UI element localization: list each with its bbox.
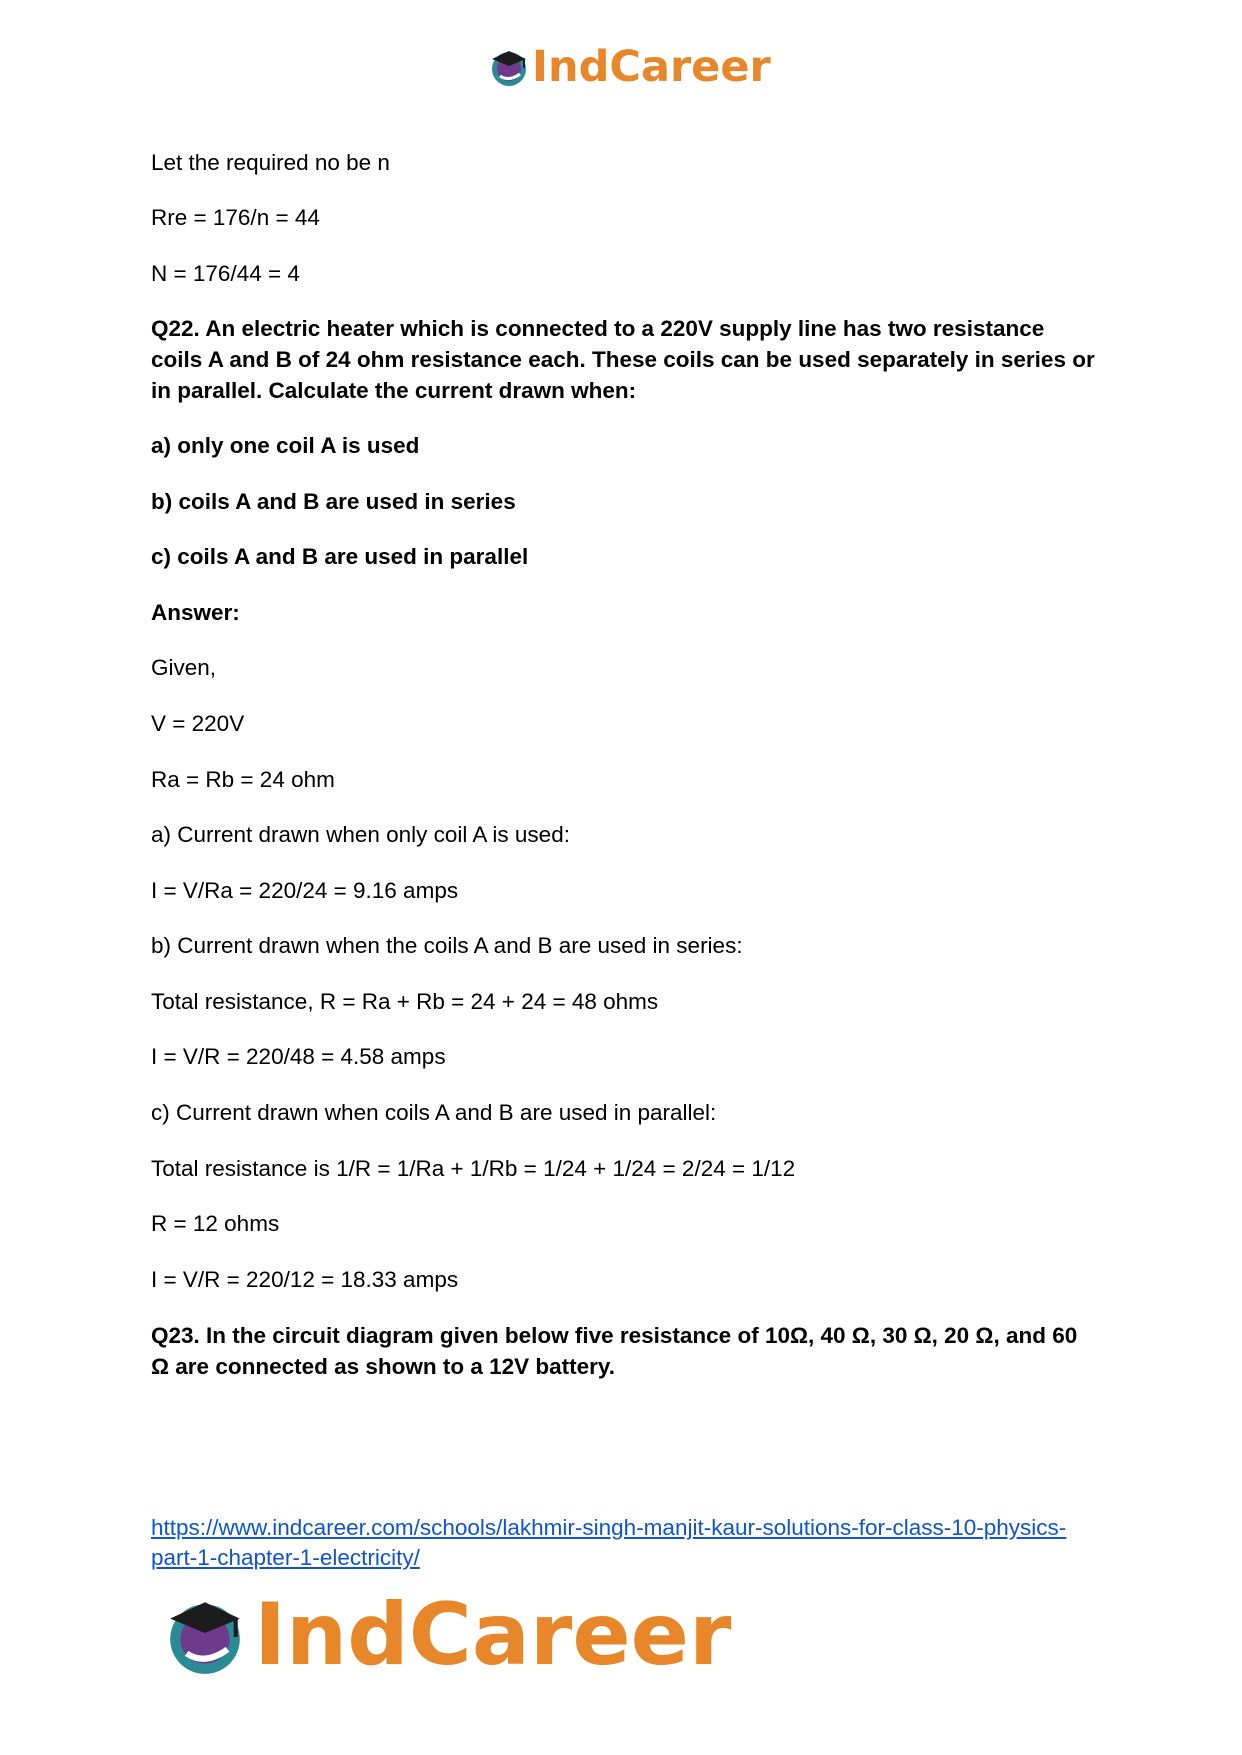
text-line: a) Current drawn when only coil A is used:	[151, 822, 570, 847]
text-line: I = V/R = 220/12 = 18.33 amps	[151, 1267, 459, 1292]
text-line: I = V/R = 220/48 = 4.58 amps	[151, 1044, 446, 1069]
text-line: b) Current drawn when the coils A and B are used in series:	[151, 933, 743, 958]
text-line: R = 12 ohms	[151, 1211, 280, 1236]
text-line: Total resistance is 1/R = 1/Ra + 1/Rb = 1/24 + 1/24 = 2/24 = 1/12	[151, 1156, 796, 1181]
text-line: Rre = 176/n = 44	[151, 205, 320, 230]
text-line: V = 220V	[151, 711, 245, 736]
source-link[interactable]: https://www.indcareer.com/schools/lakhmir-singh-manjit-kaur-solutions-for-class-10-physics-part-1-chapter-1-electricity/	[151, 1515, 1067, 1570]
option-b: b) coils A and B are used in series	[151, 489, 516, 514]
text-line: c) Current drawn when coils A and B are used in parallel:	[151, 1100, 717, 1125]
text-line: Given,	[151, 655, 217, 680]
question-23: Q23. In the circuit diagram given below five resistance of 10Ω, 40 Ω, 30 Ω, 20 Ω, and 60 Ω are connected as shown to a 12V battery.	[151, 1323, 1078, 1379]
text-line: Total resistance, R = Ra + Rb = 24 + 24 = 48 ohms	[151, 989, 659, 1014]
graduation-cap-globe-icon	[162, 1592, 248, 1678]
question-22: Q22. An electric heater which is connected to a 220V supply line has two resistance coils A and B of 24 ohm resistance each. These coils can be used separately in series or in parallel. Calculate the current drawn when:	[151, 316, 1095, 403]
text-line: Let the required no be n	[151, 150, 390, 175]
option-c: c) coils A and B are used in parallel	[151, 544, 529, 569]
text-line: I = V/Ra = 220/24 = 9.16 amps	[151, 878, 459, 903]
text-line: N = 176/44 = 4	[151, 261, 300, 286]
footer-logo	[162, 1585, 731, 1685]
option-a: a) only one coil A is used	[151, 433, 420, 458]
header-logo	[488, 42, 771, 92]
logo-text: IndCareer	[254, 1585, 732, 1685]
text-line: Ra = Rb = 24 ohm	[151, 767, 335, 792]
logo-text: IndCareer	[532, 42, 771, 92]
answer-heading: Answer:	[151, 600, 240, 625]
graduation-cap-globe-icon	[488, 46, 530, 88]
